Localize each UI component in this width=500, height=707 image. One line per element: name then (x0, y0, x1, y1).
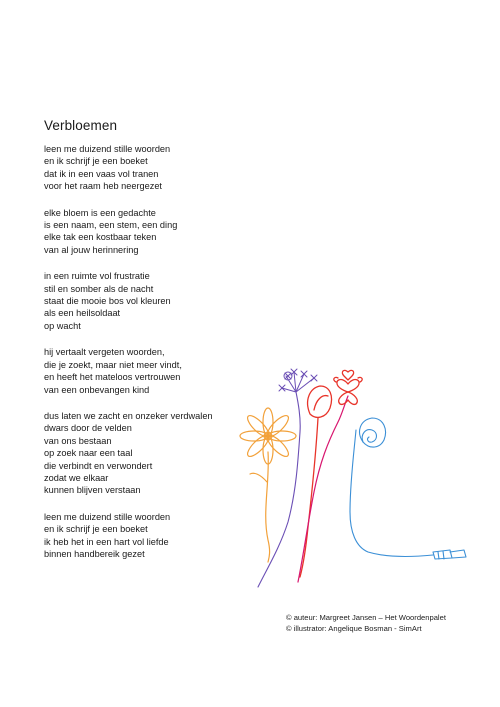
page-title: Verbloemen (44, 118, 118, 133)
poem-line: staat die mooie bos vol kleuren (44, 296, 171, 307)
poem-line: in een ruimte vol frustratie (44, 271, 150, 282)
poem-line: van al jouw herinnering (44, 244, 139, 255)
poem-line: hij vertaalt vergeten woorden, (44, 347, 165, 358)
poem-line: van een onbevangen kind (44, 384, 150, 395)
poem-line: kunnen blijven verstaan (44, 485, 141, 496)
poem-line: leen me duizend stille woorden (44, 144, 171, 154)
stanza-3 (44, 270, 244, 332)
poem-line: en ik schrijf je een boeket (44, 524, 148, 535)
poem-line: binnen handbereik gezet (44, 548, 145, 559)
orange-daisy-icon (240, 408, 296, 562)
purple-flower-cluster-icon (279, 369, 317, 392)
poem-line: leen me duizend stille woorden (44, 511, 171, 522)
poem (44, 143, 244, 574)
poem-line: elke tak een kostbaar teken (44, 232, 157, 243)
poem-line: en ik schrijf je een boeket (44, 156, 148, 167)
blue-spiral-brush-icon (350, 418, 466, 559)
poem-line: dwars door de velden (44, 423, 132, 434)
credits (286, 613, 446, 634)
poem-line: is een naam, een stem, een ding (44, 220, 178, 231)
stanza-2 (44, 207, 244, 257)
poem-line: die verbindt en verwondert (44, 460, 153, 471)
poem-line: dat ik in een vaas vol tranen (44, 168, 159, 179)
poem-line: van ons bestaan (44, 435, 112, 446)
poem-line: elke bloem is een gedachte (44, 207, 156, 218)
poem-line: dus laten we zacht en onzeker verdwalen (44, 410, 213, 421)
poem-line: stil en somber als de nacht (44, 283, 154, 294)
poem-line: en heeft het mateloos vertrouwen (44, 372, 181, 383)
red-heart-flower-icon (334, 370, 362, 404)
author-credit: © auteur: Margreet Jansen – Het Woordenpalet (286, 613, 446, 622)
poem-line: op wacht (44, 320, 81, 331)
purple-stem-icon (258, 392, 300, 587)
illustrator-credit: © illustrator: Angelique Bosman - SimArt (286, 623, 422, 633)
poem-line: zodat we elkaar (44, 472, 109, 483)
poem-line: als een heilsoldaat (44, 308, 121, 319)
stanza-4 (44, 346, 244, 396)
stanza-6 (44, 511, 244, 561)
poem-line: op zoek naar een taal (44, 448, 133, 459)
poem-line: die je zoekt, maar niet meer vindt, (44, 359, 182, 370)
magenta-stem-icon (298, 396, 348, 582)
stanza-1 (44, 143, 244, 193)
poem-line: ik heb het in een hart vol liefde (44, 536, 169, 547)
stanza-5 (44, 410, 244, 497)
poem-line: voor het raam heb neergezet (44, 181, 162, 192)
flower-bouquet-illustration (238, 362, 468, 592)
